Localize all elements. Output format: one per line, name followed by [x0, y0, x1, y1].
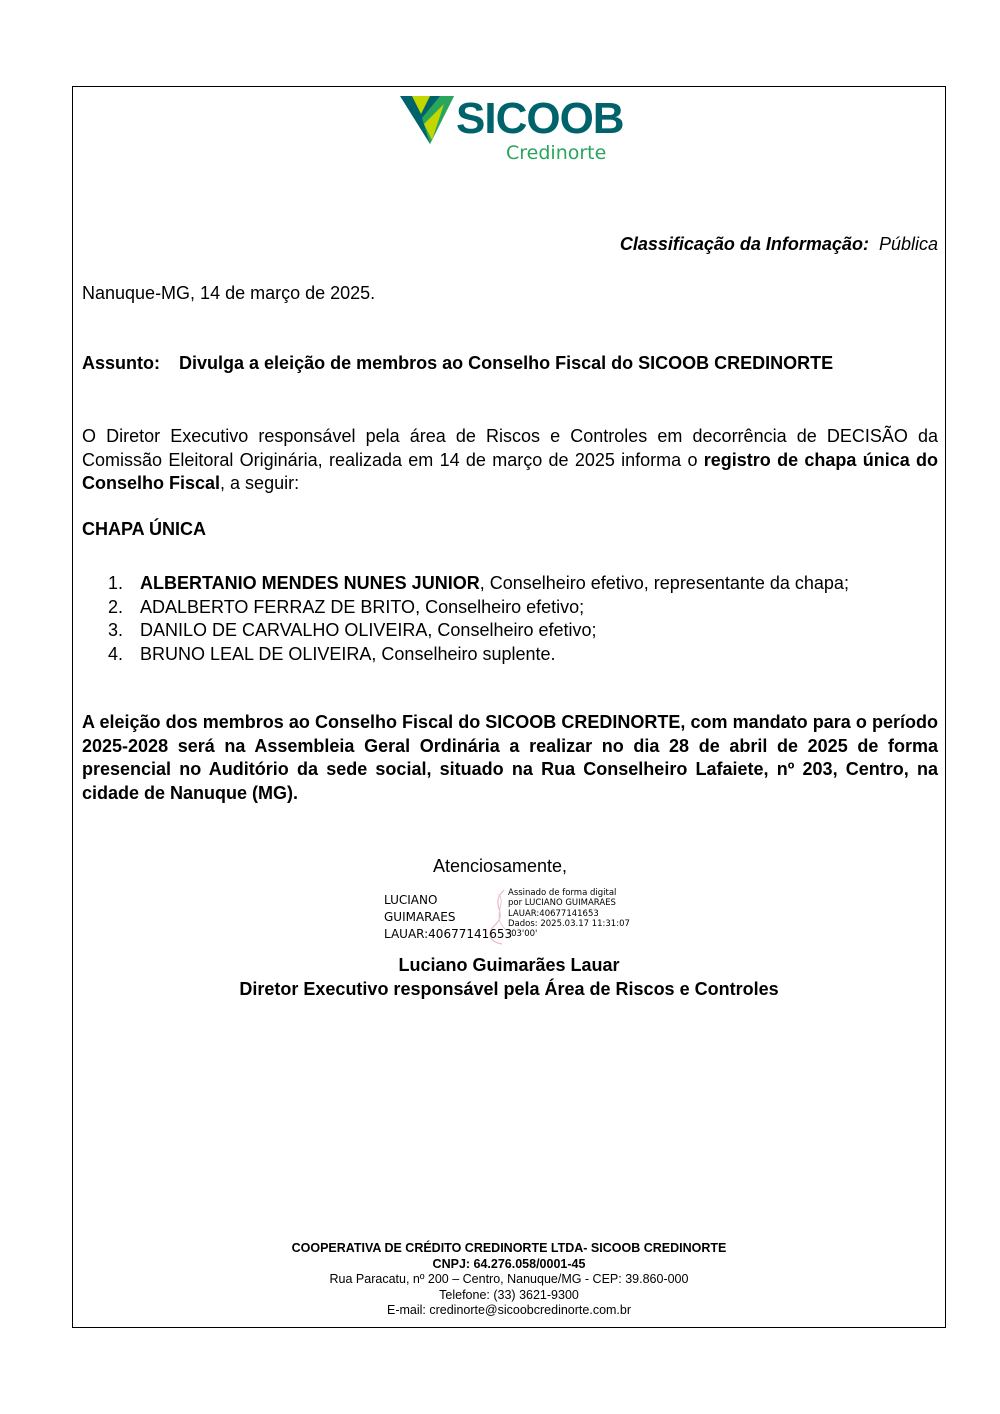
- footer-address: Rua Paracatu, nº 200 – Centro, Nanuque/MG - CEP: 39.860-000: [329, 1272, 689, 1287]
- signature-name: [384, 892, 512, 943]
- subject-text: Divulga a eleição de membros ao Conselho Fiscal do SICOOB CREDINORTE: [179, 353, 834, 373]
- list-item: [108, 643, 849, 667]
- sicoob-logo: [400, 94, 630, 164]
- election-paragraph: A eleição dos membros ao Conselho Fiscal do SICOOB CREDINORTE, com mandato para o período 2025-2028 será na Assembleia Geral Ordinária a realizar no dia 28 de abril de 2025 de forma presencial no Auditório da sede social, situado na Rua Conselheiro Lafaiete, nº 203, Centro, na cidade de Nanuque (MG).: [82, 712, 938, 803]
- signature-info-line: LAUAR:40677141653: [508, 908, 599, 919]
- member-role: , Conselheiro efetivo;: [415, 596, 585, 617]
- signer-title: Diretor Executivo responsável pela Área de Riscos e Controles: [239, 979, 779, 999]
- footer-company: COOPERATIVA DE CRÉDITO CREDINORTE LTDA- SICOOB CREDINORTE: [291, 1241, 727, 1255]
- intro-paragraph: [82, 425, 938, 496]
- information-classification: [620, 234, 938, 255]
- signature-info-line: Dados: 2025.03.17 11:31:07: [508, 918, 630, 929]
- signature-info-line: Assinado de forma digital: [508, 888, 617, 898]
- logo-brand: SICOOB: [456, 94, 624, 143]
- logo-subtitle: Credinorte: [506, 142, 607, 164]
- intro-text-1: O Diretor Executivo responsável pela área de Riscos e Controles em decorrência de DECISÃO da Comissão Eleitoral Originária, realizada em 14 de março de 2025 informa o: [82, 426, 938, 470]
- signature-name-line: LAUAR:40677141653: [384, 927, 513, 941]
- list-item: [108, 619, 849, 643]
- list-item: [108, 596, 849, 620]
- signer-name: Luciano Guimarães Lauar: [398, 955, 620, 975]
- member-list: [108, 572, 849, 666]
- member-name: ADALBERTO FERRAZ DE BRITO: [140, 596, 416, 617]
- member-role: , Conselheiro suplente.: [371, 643, 556, 664]
- signature-info-line: por LUCIANO GUIMARAES: [508, 898, 616, 909]
- footer: [0, 1241, 1000, 1319]
- footer-phone: Telefone: (33) 3621-9300: [439, 1287, 579, 1302]
- classification-value: Pública: [878, 234, 938, 254]
- signature-info-line: -03'00': [508, 929, 538, 940]
- page-border: [72, 86, 946, 1328]
- subject-label: Assunto:: [82, 353, 160, 373]
- chapa-title: CHAPA ÚNICA: [82, 519, 206, 539]
- signature-name-line: LUCIANO: [384, 893, 438, 907]
- intro-bold-text: registro de chapa única do Conselho Fiscal: [82, 449, 938, 493]
- date-line: Nanuque-MG, 14 de março de 2025.: [82, 283, 376, 303]
- closing: Atenciosamente,: [432, 856, 568, 876]
- digital-signature: [384, 886, 634, 948]
- member-name: DANILO DE CARVALHO OLIVEIRA: [140, 620, 428, 640]
- subject-line: [82, 353, 833, 374]
- list-item-number: 3.: [108, 620, 124, 640]
- footer-email: E-mail: credinorte@sicoobcredinorte.com.br: [386, 1303, 632, 1318]
- signature-name-line: GUIMARAES: [384, 910, 456, 924]
- member-name: BRUNO LEAL DE OLIVEIRA: [140, 643, 372, 664]
- classification-label: Classificação da Informação:: [619, 234, 869, 254]
- signature-info: [508, 888, 630, 939]
- member-name: ALBERTANIO MENDES NUNES JUNIOR: [140, 573, 480, 593]
- member-role: , Conselheiro efetivo, representante da chapa;: [479, 573, 849, 593]
- list-item-number: 2.: [108, 596, 124, 617]
- list-item: [108, 572, 849, 596]
- footer-cnpj: CNPJ: 64.276.058/0001-45: [432, 1256, 586, 1271]
- member-role: , Conselheiro efetivo;: [427, 620, 597, 640]
- list-item-number: 1.: [108, 573, 124, 593]
- list-item-number: 4.: [108, 643, 124, 664]
- intro-text-2: , a seguir:: [220, 473, 300, 493]
- sicoob-logo-icon: [400, 94, 456, 146]
- signer-block: [0, 953, 1000, 1001]
